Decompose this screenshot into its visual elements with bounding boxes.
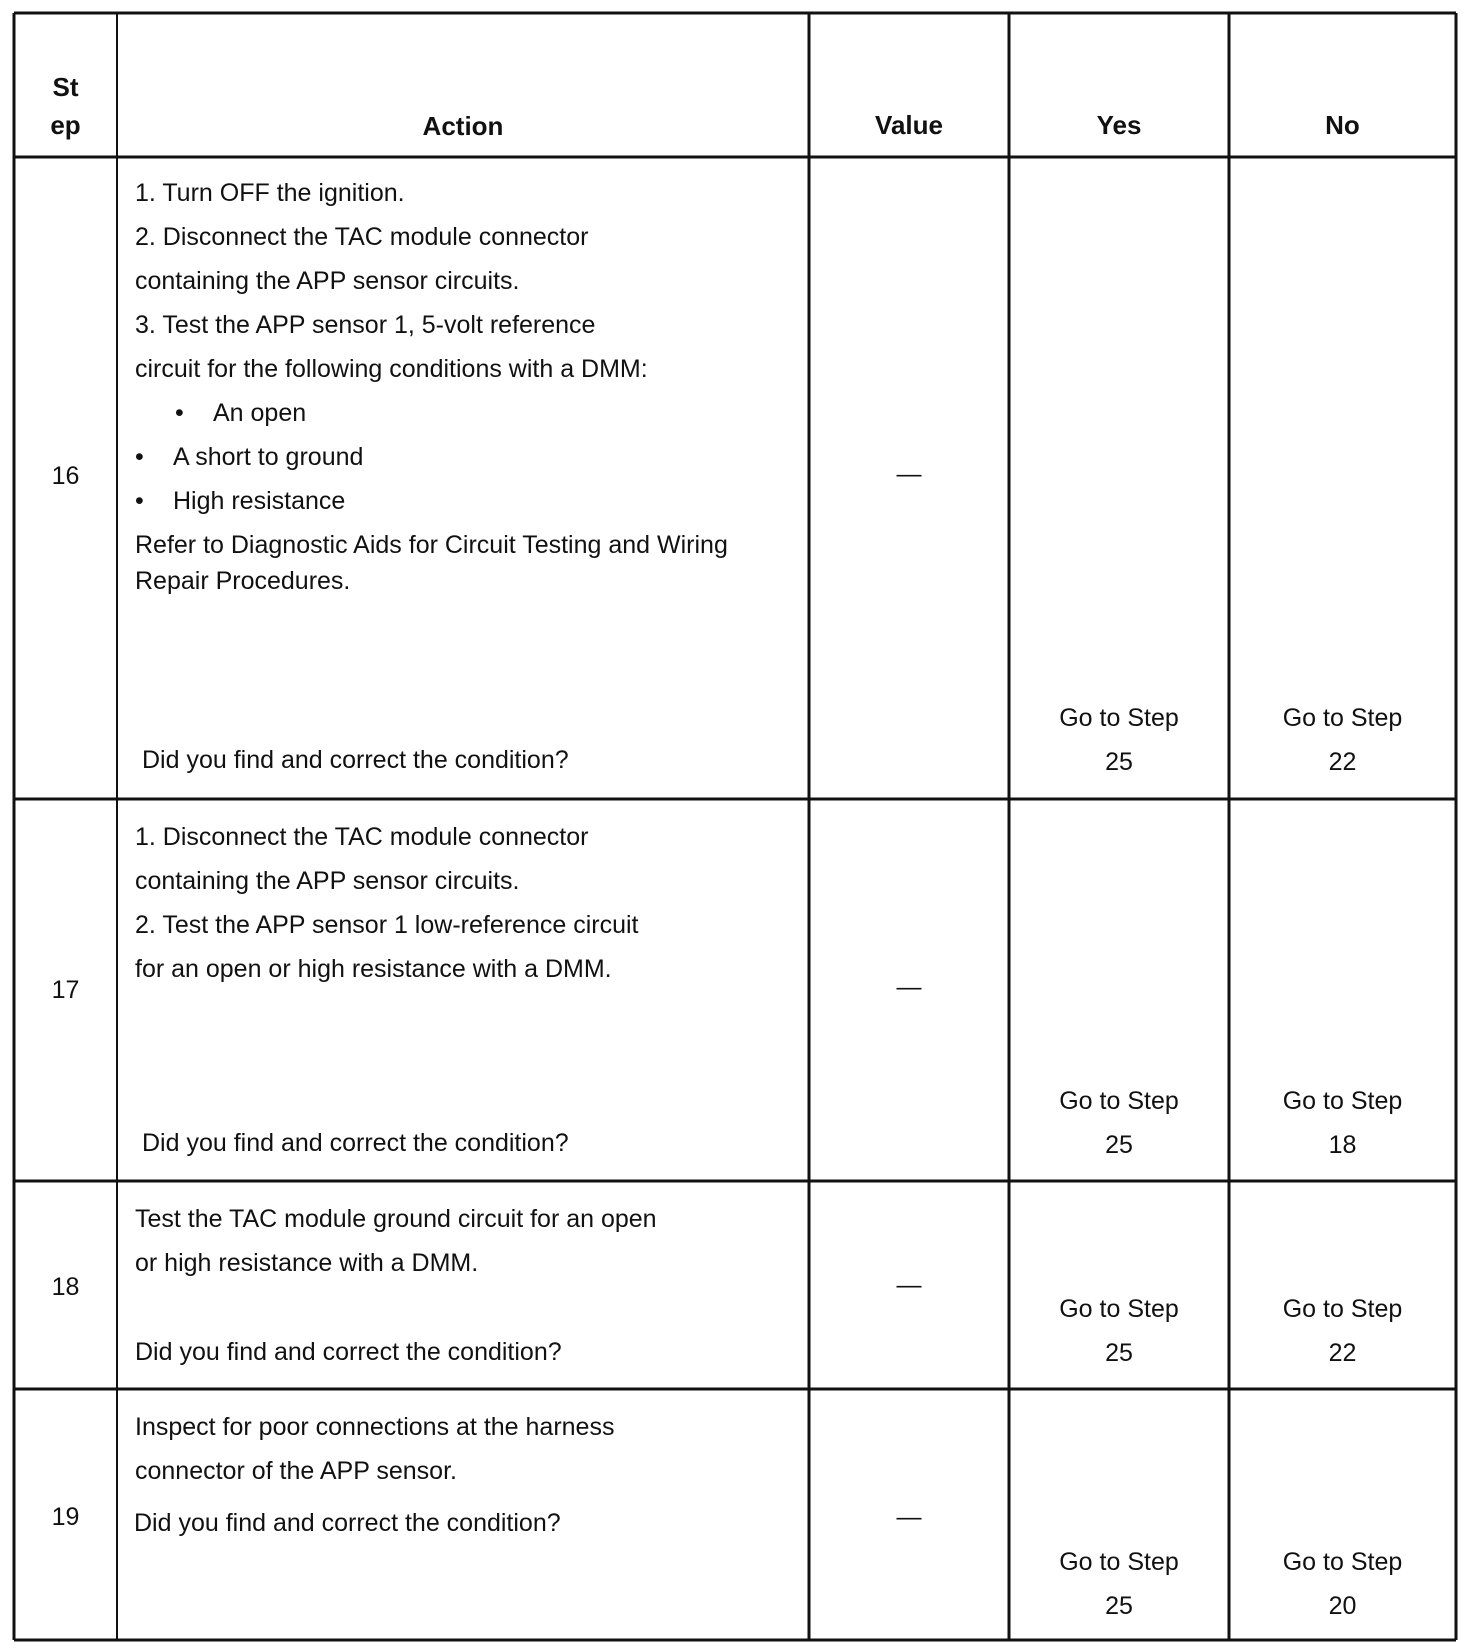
step-number: 18 xyxy=(51,1273,80,1301)
yes-goto-step: 25 xyxy=(1105,1131,1133,1159)
yes-goto-label: Go to Step xyxy=(1059,704,1179,732)
question-text: Did you find and correct the condition? xyxy=(134,1509,561,1537)
reference-line: Refer to Diagnostic Aids for Circuit Testing and Wiring xyxy=(135,531,728,559)
no-goto xyxy=(1229,1540,1456,1628)
yes-goto-label: Go to Step xyxy=(1059,1087,1179,1115)
action-text xyxy=(135,815,795,991)
yes-goto xyxy=(1009,1540,1229,1628)
header-step-line: St xyxy=(52,72,79,102)
no-goto-step: 18 xyxy=(1328,1131,1357,1159)
header-value: Value xyxy=(875,110,943,140)
yes-goto xyxy=(1009,1287,1229,1375)
action-line: 2. Disconnect the TAC module connector xyxy=(135,223,589,251)
value-dash: — xyxy=(896,1271,922,1299)
header-step xyxy=(14,68,117,144)
value-dash: — xyxy=(896,460,922,488)
header-yes: Yes xyxy=(1096,110,1142,140)
header-no: No xyxy=(1325,110,1360,140)
bullet-item xyxy=(135,435,795,479)
yes-goto xyxy=(1009,696,1229,784)
action-line: containing the APP sensor circuits. xyxy=(135,267,520,295)
no-goto-label: Go to Step xyxy=(1282,1295,1403,1323)
action-text xyxy=(135,1405,795,1493)
no-goto-label: Go to Step xyxy=(1282,1087,1403,1115)
action-line: or high resistance with a DMM. xyxy=(135,1249,479,1277)
action-line: 2. Test the APP sensor 1 low-reference circuit xyxy=(135,911,639,939)
action-line: for an open or high resistance with a DMM. xyxy=(135,955,612,983)
header-step-line: ep xyxy=(50,110,81,140)
step-number: 17 xyxy=(51,976,80,1004)
bullet-text: An open xyxy=(213,399,307,427)
action-line: 1. Turn OFF the ignition. xyxy=(135,179,405,207)
no-goto xyxy=(1229,696,1456,784)
yes-goto-label: Go to Step xyxy=(1059,1548,1179,1576)
action-text xyxy=(135,1197,795,1285)
header-action: Action xyxy=(422,111,504,141)
action-line: containing the APP sensor circuits. xyxy=(135,867,520,895)
action-line: 1. Disconnect the TAC module connector xyxy=(135,823,589,851)
no-goto-label: Go to Step xyxy=(1282,1548,1403,1576)
no-goto-label: Go to Step xyxy=(1282,704,1403,732)
yes-goto-step: 25 xyxy=(1105,1592,1133,1620)
yes-goto-step: 25 xyxy=(1105,748,1133,776)
step-number: 19 xyxy=(51,1503,80,1531)
bullet-icon: • xyxy=(175,399,184,427)
yes-goto xyxy=(1009,1079,1229,1167)
action-line: 3. Test the APP sensor 1, 5-volt reference xyxy=(135,311,596,339)
action-line: circuit for the following conditions with a DMM: xyxy=(135,355,648,383)
action-text xyxy=(135,171,795,599)
step-number: 16 xyxy=(51,462,80,490)
value-dash: — xyxy=(896,1503,922,1531)
action-line: Test the TAC module ground circuit for an open xyxy=(135,1205,657,1233)
question-text: Did you find and correct the condition? xyxy=(135,1338,562,1366)
no-goto-step: 22 xyxy=(1328,1339,1357,1367)
reference-line: Repair Procedures. xyxy=(135,567,351,595)
no-goto xyxy=(1229,1287,1456,1375)
action-line: connector of the APP sensor. xyxy=(135,1457,457,1485)
bullet-icon: • xyxy=(135,443,144,471)
value-dash: — xyxy=(896,973,922,1001)
bullet-item xyxy=(135,391,795,435)
no-goto-step: 22 xyxy=(1328,748,1357,776)
no-goto-step: 20 xyxy=(1328,1592,1357,1620)
bullet-icon: • xyxy=(135,487,144,515)
yes-goto-step: 25 xyxy=(1105,1339,1133,1367)
bullet-item xyxy=(135,479,795,523)
no-goto xyxy=(1229,1079,1456,1167)
bullet-text: High resistance xyxy=(173,487,346,515)
question-text: Did you find and correct the condition? xyxy=(142,746,569,774)
action-line: Inspect for poor connections at the harness xyxy=(135,1413,615,1441)
yes-goto-label: Go to Step xyxy=(1059,1295,1179,1323)
question-text: Did you find and correct the condition? xyxy=(142,1129,569,1157)
bullet-text: A short to ground xyxy=(173,443,364,471)
